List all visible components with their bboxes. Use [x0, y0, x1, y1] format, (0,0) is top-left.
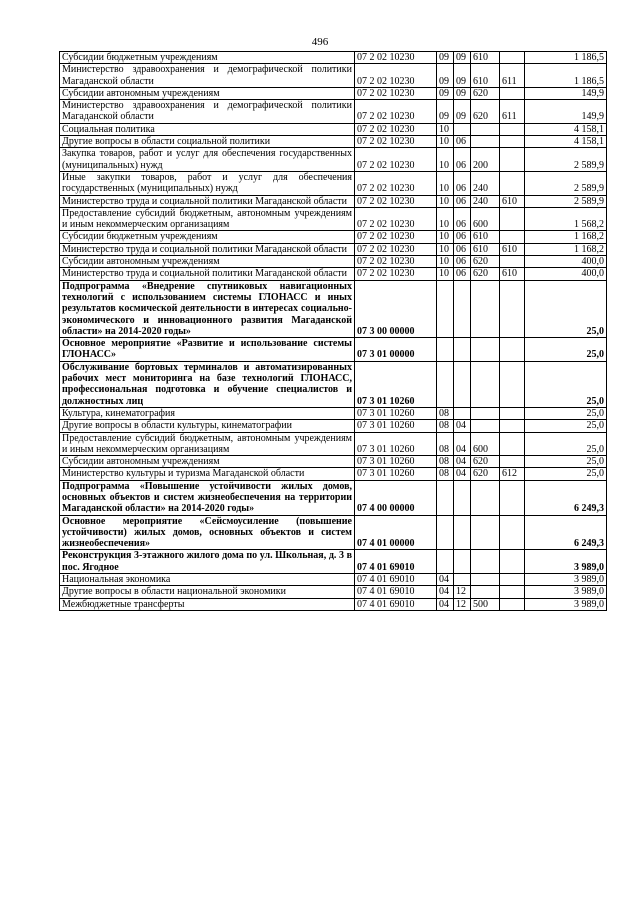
table-row	[60, 586, 607, 598]
row-subsection-cell: 12	[454, 586, 471, 598]
row-code-cell: 07 3 01 10260	[355, 407, 437, 419]
row-section-cell	[437, 515, 454, 550]
table-row	[60, 338, 607, 362]
row-section-cell: 09	[437, 100, 454, 124]
row-amount-cell: 149,9	[525, 87, 607, 99]
row-name-cell: Обслуживание бортовых терминалов и автоматизированных рабочих мест мониторинга на базе технологий ГЛОНАСС, профессиональная подготовка и обучение специалистов и должностных лиц	[60, 361, 355, 407]
row-subsection-cell: 12	[454, 598, 471, 610]
table-row	[60, 468, 607, 480]
row-section-cell: 10	[437, 171, 454, 195]
row-subsection-cell: 06	[454, 207, 471, 231]
row-name-cell: Подпрограмма «Внедрение спутниковых навигационных технологий с использованием системы ГЛОНАСС и иных результатов космической деятельности в интересах социально-экономического и инновационного развития Магаданской области» на 2014-2020 годы»	[60, 280, 355, 337]
table-row	[60, 361, 607, 407]
row-code-cell: 07 4 01 69010	[355, 550, 437, 574]
row-section-cell: 08	[437, 468, 454, 480]
row-section-cell	[437, 480, 454, 515]
row-admin-code-cell	[500, 586, 525, 598]
row-subsection-cell	[454, 515, 471, 550]
row-subsection-cell	[454, 574, 471, 586]
row-name-cell: Культура, кинематография	[60, 407, 355, 419]
row-expense-type-cell: 600	[471, 432, 500, 456]
row-expense-type-cell	[471, 407, 500, 419]
row-code-cell: 07 4 01 69010	[355, 598, 437, 610]
table-row	[60, 550, 607, 574]
budget-table-body	[60, 52, 607, 611]
row-subsection-cell: 06	[454, 171, 471, 195]
row-name-cell: Субсидии бюджетным учреждениям	[60, 231, 355, 243]
row-subsection-cell: 06	[454, 243, 471, 255]
row-name-cell: Министерство здравоохранения и демографической политики Магаданской области	[60, 100, 355, 124]
row-expense-type-cell	[471, 136, 500, 148]
row-expense-type-cell: 610	[471, 243, 500, 255]
row-name-cell: Реконструкция 3-этажного жилого дома по ул. Школьная, д. 3 в пос. Ягодное	[60, 550, 355, 574]
row-admin-code-cell: 610	[500, 195, 525, 207]
table-row	[60, 574, 607, 586]
page-number: 496	[311, 36, 329, 48]
row-expense-type-cell: 610	[471, 231, 500, 243]
row-name-cell: Закупка товаров, работ и услуг для обеспечения государственных (муниципальных) нужд	[60, 148, 355, 172]
row-name-cell: Субсидии автономным учреждениям	[60, 256, 355, 268]
row-admin-code-cell	[500, 256, 525, 268]
row-subsection-cell	[454, 550, 471, 574]
row-section-cell: 10	[437, 256, 454, 268]
row-amount-cell: 3 989,0	[525, 586, 607, 598]
row-name-cell: Субсидии бюджетным учреждениям	[60, 52, 355, 64]
row-section-cell: 10	[437, 195, 454, 207]
row-section-cell: 04	[437, 598, 454, 610]
row-code-cell: 07 2 02 10230	[355, 148, 437, 172]
row-admin-code-cell	[500, 574, 525, 586]
table-row	[60, 598, 607, 610]
table-row	[60, 136, 607, 148]
row-code-cell: 07 2 02 10230	[355, 64, 437, 88]
row-admin-code-cell	[500, 280, 525, 337]
row-code-cell: 07 3 01 10260	[355, 468, 437, 480]
row-section-cell: 10	[437, 136, 454, 148]
row-section-cell: 08	[437, 456, 454, 468]
row-subsection-cell: 04	[454, 420, 471, 432]
row-admin-code-cell	[500, 207, 525, 231]
row-code-cell: 07 2 02 10230	[355, 100, 437, 124]
row-section-cell: 10	[437, 231, 454, 243]
row-amount-cell: 25,0	[525, 338, 607, 362]
row-name-cell: Министерство труда и социальной политики Магаданской области	[60, 268, 355, 280]
row-admin-code-cell	[500, 407, 525, 419]
row-name-cell: Министерство здравоохранения и демографической политики Магаданской области	[60, 64, 355, 88]
table-row	[60, 231, 607, 243]
row-code-cell: 07 4 01 00000	[355, 515, 437, 550]
row-amount-cell: 1 186,5	[525, 64, 607, 88]
row-section-cell: 09	[437, 52, 454, 64]
row-section-cell: 10	[437, 148, 454, 172]
table-row	[60, 148, 607, 172]
row-admin-code-cell: 610	[500, 243, 525, 255]
row-section-cell	[437, 550, 454, 574]
row-subsection-cell: 04	[454, 432, 471, 456]
row-amount-cell: 4 158,1	[525, 123, 607, 135]
row-amount-cell: 25,0	[525, 361, 607, 407]
table-row	[60, 243, 607, 255]
row-expense-type-cell	[471, 123, 500, 135]
row-expense-type-cell: 620	[471, 268, 500, 280]
row-code-cell: 07 2 02 10230	[355, 87, 437, 99]
row-code-cell: 07 4 00 00000	[355, 480, 437, 515]
row-name-cell: Иные закупки товаров, работ и услуг для обеспечения государственных (муниципальных) нужд	[60, 171, 355, 195]
row-amount-cell: 2 589,9	[525, 171, 607, 195]
row-admin-code-cell	[500, 456, 525, 468]
row-subsection-cell: 06	[454, 148, 471, 172]
row-admin-code-cell	[500, 123, 525, 135]
row-amount-cell: 149,9	[525, 100, 607, 124]
row-amount-cell: 6 249,3	[525, 480, 607, 515]
row-admin-code-cell	[500, 480, 525, 515]
row-amount-cell: 4 158,1	[525, 136, 607, 148]
table-row	[60, 207, 607, 231]
table-row	[60, 100, 607, 124]
row-expense-type-cell	[471, 280, 500, 337]
row-admin-code-cell	[500, 148, 525, 172]
row-expense-type-cell	[471, 586, 500, 598]
row-amount-cell: 3 989,0	[525, 574, 607, 586]
row-section-cell: 08	[437, 432, 454, 456]
row-name-cell: Основное мероприятие «Сейсмоусиление (повышение устойчивости) жилых домов, основных объектов и систем жизнеобеспечения»	[60, 515, 355, 550]
row-admin-code-cell	[500, 52, 525, 64]
row-section-cell: 04	[437, 586, 454, 598]
row-amount-cell: 3 989,0	[525, 598, 607, 610]
row-section-cell: 08	[437, 407, 454, 419]
row-code-cell: 07 3 01 10260	[355, 432, 437, 456]
row-amount-cell: 25,0	[525, 456, 607, 468]
row-expense-type-cell: 610	[471, 64, 500, 88]
table-row	[60, 171, 607, 195]
row-expense-type-cell: 240	[471, 195, 500, 207]
row-subsection-cell: 06	[454, 231, 471, 243]
table-row	[60, 456, 607, 468]
row-expense-type-cell	[471, 420, 500, 432]
table-row	[60, 280, 607, 337]
row-expense-type-cell: 620	[471, 456, 500, 468]
row-admin-code-cell	[500, 420, 525, 432]
row-expense-type-cell	[471, 515, 500, 550]
row-name-cell: Другие вопросы в области культуры, кинематографии	[60, 420, 355, 432]
row-amount-cell: 25,0	[525, 468, 607, 480]
row-name-cell: Предоставление субсидий бюджетным, автономным учреждениям и иным некоммерческим организациям	[60, 432, 355, 456]
row-subsection-cell	[454, 338, 471, 362]
row-admin-code-cell	[500, 87, 525, 99]
row-code-cell: 07 2 02 10230	[355, 171, 437, 195]
row-expense-type-cell	[471, 550, 500, 574]
row-amount-cell: 6 249,3	[525, 515, 607, 550]
row-code-cell: 07 2 02 10230	[355, 195, 437, 207]
row-name-cell: Предоставление субсидий бюджетным, автономным учреждениям и иным некоммерческим организациям	[60, 207, 355, 231]
row-code-cell: 07 2 02 10230	[355, 231, 437, 243]
row-expense-type-cell: 620	[471, 87, 500, 99]
table-row	[60, 420, 607, 432]
row-code-cell: 07 2 02 10230	[355, 207, 437, 231]
row-subsection-cell: 04	[454, 468, 471, 480]
row-code-cell: 07 3 00 00000	[355, 280, 437, 337]
row-section-cell: 04	[437, 574, 454, 586]
row-subsection-cell: 09	[454, 87, 471, 99]
row-code-cell: 07 2 02 10230	[355, 256, 437, 268]
budget-table	[59, 51, 607, 611]
row-code-cell: 07 3 01 00000	[355, 338, 437, 362]
row-code-cell: 07 2 02 10230	[355, 268, 437, 280]
row-expense-type-cell	[471, 480, 500, 515]
row-amount-cell: 400,0	[525, 268, 607, 280]
row-section-cell: 08	[437, 420, 454, 432]
row-amount-cell: 2 589,9	[525, 195, 607, 207]
row-name-cell: Подпрограмма «Повышение устойчивости жилых домов, основных объектов и систем жизнеобеспечения на территории Магаданской области» на 2014-2020 годы»	[60, 480, 355, 515]
row-subsection-cell	[454, 407, 471, 419]
row-expense-type-cell: 200	[471, 148, 500, 172]
row-amount-cell: 3 989,0	[525, 550, 607, 574]
table-row	[60, 123, 607, 135]
row-name-cell: Министерство труда и социальной политики Магаданской области	[60, 243, 355, 255]
row-code-cell: 07 2 02 10230	[355, 52, 437, 64]
row-code-cell: 07 4 01 69010	[355, 586, 437, 598]
row-code-cell: 07 4 01 69010	[355, 574, 437, 586]
row-admin-code-cell: 610	[500, 268, 525, 280]
row-subsection-cell: 09	[454, 52, 471, 64]
row-name-cell: Основное мероприятие «Развитие и использование системы ГЛОНАСС»	[60, 338, 355, 362]
row-code-cell: 07 2 02 10230	[355, 136, 437, 148]
row-subsection-cell: 06	[454, 256, 471, 268]
row-section-cell	[437, 280, 454, 337]
row-subsection-cell: 06	[454, 268, 471, 280]
row-expense-type-cell: 600	[471, 207, 500, 231]
row-subsection-cell: 09	[454, 64, 471, 88]
row-amount-cell: 1 168,2	[525, 243, 607, 255]
row-name-cell: Национальная экономика	[60, 574, 355, 586]
row-code-cell: 07 3 01 10260	[355, 456, 437, 468]
row-code-cell: 07 3 01 10260	[355, 361, 437, 407]
row-section-cell: 10	[437, 123, 454, 135]
row-section-cell	[437, 361, 454, 407]
row-name-cell: Межбюджетные трансферты	[60, 598, 355, 610]
row-expense-type-cell	[471, 574, 500, 586]
row-expense-type-cell: 240	[471, 171, 500, 195]
row-admin-code-cell	[500, 136, 525, 148]
row-admin-code-cell: 612	[500, 468, 525, 480]
table-row	[60, 256, 607, 268]
row-admin-code-cell	[500, 361, 525, 407]
row-code-cell: 07 3 01 10260	[355, 420, 437, 432]
row-name-cell: Министерство труда и социальной политики Магаданской области	[60, 195, 355, 207]
row-name-cell: Субсидии автономным учреждениям	[60, 456, 355, 468]
row-amount-cell: 25,0	[525, 420, 607, 432]
table-row	[60, 87, 607, 99]
row-amount-cell: 1 168,2	[525, 231, 607, 243]
row-admin-code-cell	[500, 598, 525, 610]
table-row	[60, 480, 607, 515]
table-row	[60, 64, 607, 88]
row-section-cell: 10	[437, 268, 454, 280]
row-name-cell: Другие вопросы в области социальной политики	[60, 136, 355, 148]
row-amount-cell: 25,0	[525, 407, 607, 419]
row-subsection-cell: 06	[454, 195, 471, 207]
row-subsection-cell: 06	[454, 136, 471, 148]
table-row	[60, 195, 607, 207]
row-expense-type-cell	[471, 361, 500, 407]
row-subsection-cell	[454, 480, 471, 515]
row-amount-cell: 25,0	[525, 432, 607, 456]
row-subsection-cell	[454, 280, 471, 337]
row-name-cell: Другие вопросы в области национальной экономики	[60, 586, 355, 598]
row-admin-code-cell: 611	[500, 64, 525, 88]
row-section-cell: 10	[437, 207, 454, 231]
row-amount-cell: 1 186,5	[525, 52, 607, 64]
row-admin-code-cell	[500, 338, 525, 362]
row-expense-type-cell: 620	[471, 256, 500, 268]
row-expense-type-cell: 610	[471, 52, 500, 64]
row-code-cell: 07 2 02 10230	[355, 243, 437, 255]
row-admin-code-cell	[500, 432, 525, 456]
row-subsection-cell: 09	[454, 100, 471, 124]
row-amount-cell: 25,0	[525, 280, 607, 337]
row-expense-type-cell: 620	[471, 100, 500, 124]
row-section-cell	[437, 338, 454, 362]
row-admin-code-cell	[500, 550, 525, 574]
row-section-cell: 10	[437, 243, 454, 255]
row-name-cell: Субсидии автономным учреждениям	[60, 87, 355, 99]
row-subsection-cell	[454, 123, 471, 135]
row-name-cell: Министерство культуры и туризма Магаданской области	[60, 468, 355, 480]
row-admin-code-cell	[500, 515, 525, 550]
table-row	[60, 268, 607, 280]
row-expense-type-cell: 500	[471, 598, 500, 610]
row-section-cell: 09	[437, 64, 454, 88]
row-admin-code-cell: 611	[500, 100, 525, 124]
row-admin-code-cell	[500, 231, 525, 243]
table-row	[60, 515, 607, 550]
row-expense-type-cell	[471, 338, 500, 362]
table-row	[60, 407, 607, 419]
table-row	[60, 52, 607, 64]
table-row	[60, 432, 607, 456]
row-amount-cell: 2 589,9	[525, 148, 607, 172]
row-admin-code-cell	[500, 171, 525, 195]
row-name-cell: Социальная политика	[60, 123, 355, 135]
row-code-cell: 07 2 02 10230	[355, 123, 437, 135]
row-section-cell: 09	[437, 87, 454, 99]
row-subsection-cell	[454, 361, 471, 407]
row-expense-type-cell: 620	[471, 468, 500, 480]
row-amount-cell: 400,0	[525, 256, 607, 268]
row-amount-cell: 1 568,2	[525, 207, 607, 231]
row-subsection-cell: 04	[454, 456, 471, 468]
